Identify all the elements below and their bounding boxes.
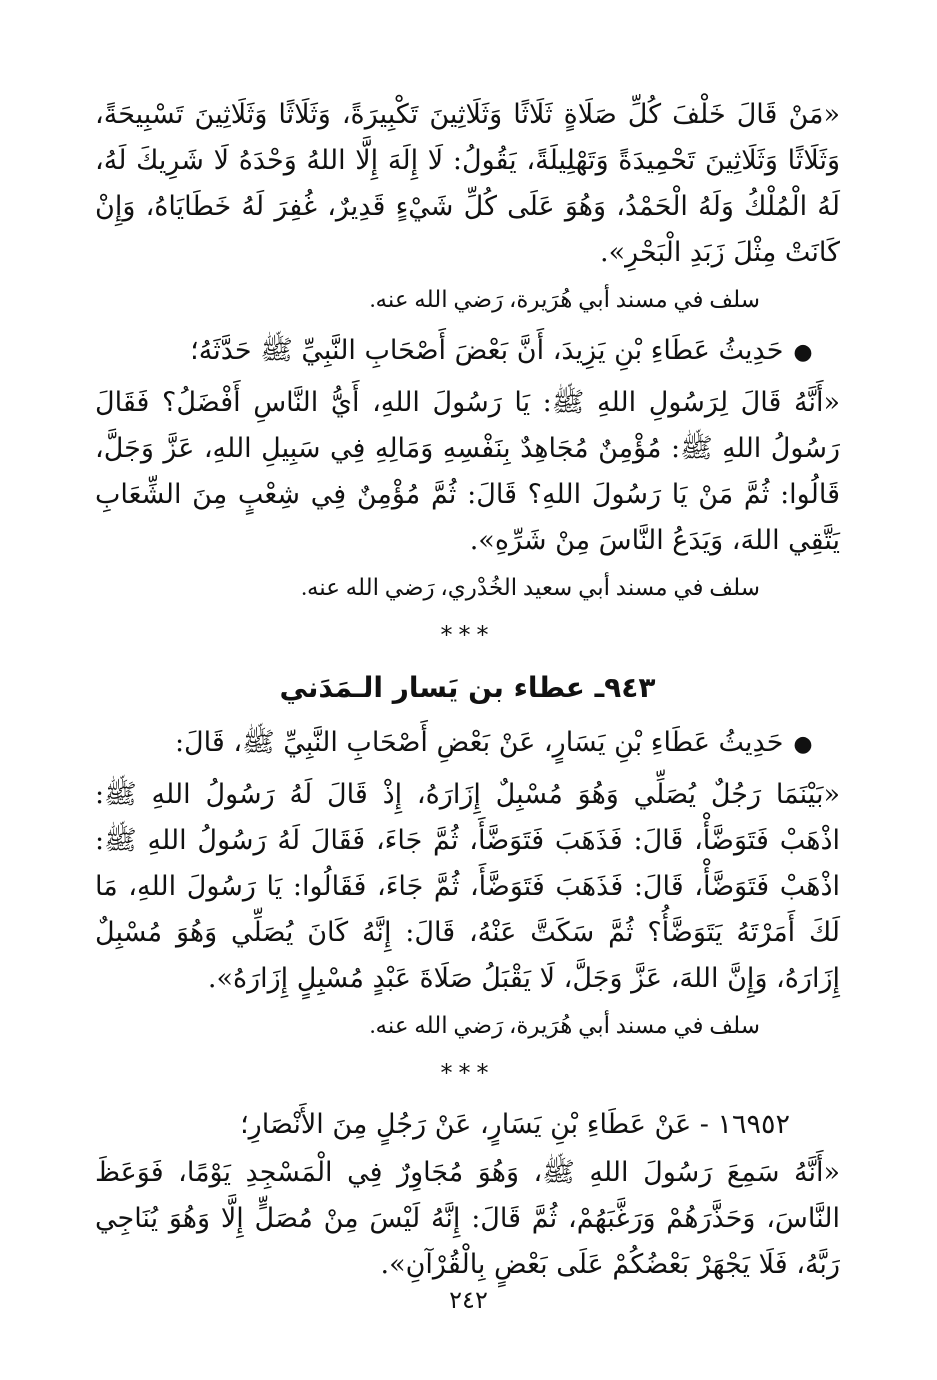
hadith-text: «أَنَّهُ قَالَ لِرَسُولِ اللهِ ﷺ: يَا رَسُولَ اللهِ، أَيُّ النَّاسِ أَفْضَلُ؟ فَقَالَ رَسُولُ اللهِ ﷺ: مُؤْمِنٌ مُجَاهِدٌ بِنَفْسِهِ وَمَالِهِ فِي سَبِيلِ اللهِ، عَزَّ وَجَلَّ، قَالُوا: ثُمَّ مَنْ يَا رَسُولَ اللهِ؟ قَالَ: ثُمَّ مُؤْمِنٌ فِي شِعْبٍ مِنَ الشِّعَابِ يَتَّقِي اللهَ، وَيَدَعُ النَّاسَ مِنْ شَرِّهِ». (95, 387, 840, 556)
source-note: سلف في مسند أبي هُرَيرة، رَضي الله عنه. (369, 1013, 760, 1038)
source-note: سلف في مسند أبي سعيد الخُدْري، رَضي الله عنه. (301, 575, 760, 600)
section-separator: *** (440, 621, 495, 649)
hadith-text: «مَنْ قَالَ خَلْفَ كُلِّ صَلَاةٍ ثَلَاثًا وَثَلَاثِينَ تَكْبِيرَةً، وَثَلَاثًا وَثَلَاثِينَ تَسْبِيحَةً، وَثَلَاثًا وَثَلَاثِينَ تَحْمِيدَةً وَتَهْلِيلَةً، يَقُولُ: لَا إِلَهَ إِلَّا اللهُ وَحْدَهُ لَا شَرِيكَ لَهُ، لَهُ الْمُلْكُ وَلَهُ الْحَمْدُ، وَهُوَ عَلَى كُلِّ شَيْءٍ قَدِيرٌ، غُفِرَ لَهُ خَطَايَاهُ، وَإِنْ كَانَتْ مِثْلَ زَبَدِ الْبَحْرِ». (95, 99, 840, 268)
hadith-intro (95, 720, 840, 768)
source-note: سلف في مسند أبي هُرَيرة، رَضي الله عنه. (369, 287, 760, 312)
section-heading: ٩٤٣ـ عطاء بن يَسار الـمَدَني (279, 671, 656, 704)
bullet-icon: ● (793, 340, 813, 365)
bullet-icon: ● (793, 732, 813, 757)
numbered-hadith-intro: ١٦٩٥٢ - عَنْ عَطَاءِ بْنِ يَسَارٍ، عَنْ رَجُلٍ مِنَ الأَنْصَارِ؛ (240, 1109, 790, 1140)
book-page (95, 92, 840, 1288)
section-separator: *** (440, 1059, 495, 1087)
page-number: ٢٤٢ (449, 1286, 488, 1314)
hadith-intro (95, 328, 840, 376)
hadith-text: «أَنَّهُ سَمِعَ رَسُولَ اللهِ ﷺ، وَهُوَ مُجَاوِرٌ فِي الْمَسْجِدِ يَوْمًا، فَوَعَظَ النَّاسَ، وَحَذَّرَهُمْ وَرَغَّبَهُمْ، ثُمَّ قَالَ: إِنَّهُ لَيْسَ مِنْ مُصَلٍّ إِلَّا وَهُوَ يُنَاجِي رَبَّهُ، فَلَا يَجْهَرْ بَعْضُكُمْ عَلَى بَعْضٍ بِالْقُرْآنِ». (95, 1157, 840, 1280)
hadith-intro-text: حَدِيثُ عَطَاءِ بْنِ يَزِيدَ، أَنَّ بَعْضَ أَصْحَابِ النَّبِيِّ ﷺ حَدَّثَهُ؛ (190, 335, 784, 366)
hadith-intro-text: حَدِيثُ عَطَاءِ بْنِ يَسَارٍ، عَنْ بَعْضِ أَصْحَابِ النَّبِيِّ ﷺ، قَالَ: (174, 727, 784, 758)
hadith-text: «بَيْنَمَا رَجُلٌ يُصَلِّي وَهُوَ مُسْبِلٌ إِزَارَهُ، إِذْ قَالَ لَهُ رَسُولُ اللهِ ﷺ: اذْهَبْ فَتَوَضَّأْ، قَالَ: فَذَهَبَ فَتَوَضَّأَ، ثُمَّ جَاءَ، فَقَالَ لَهُ رَسُولُ اللهِ ﷺ: اذْهَبْ فَتَوَضَّأْ، قَالَ: فَذَهَبَ فَتَوَضَّأَ، ثُمَّ جَاءَ، فَقَالُوا: يَا رَسُولَ اللهِ، مَا لَكَ أَمَرْتَهُ يَتَوَضَّأُ؟ ثُمَّ سَكَتَّ عَنْهُ، قَالَ: إِنَّهُ كَانَ يُصَلِّي وَهُوَ مُسْبِلٌ إِزَارَهُ، وَإِنَّ اللهَ، عَزَّ وَجَلَّ، لَا يَقْبَلُ صَلَاةَ عَبْدٍ مُسْبِلٍ إِزَارَهُ». (95, 779, 840, 994)
